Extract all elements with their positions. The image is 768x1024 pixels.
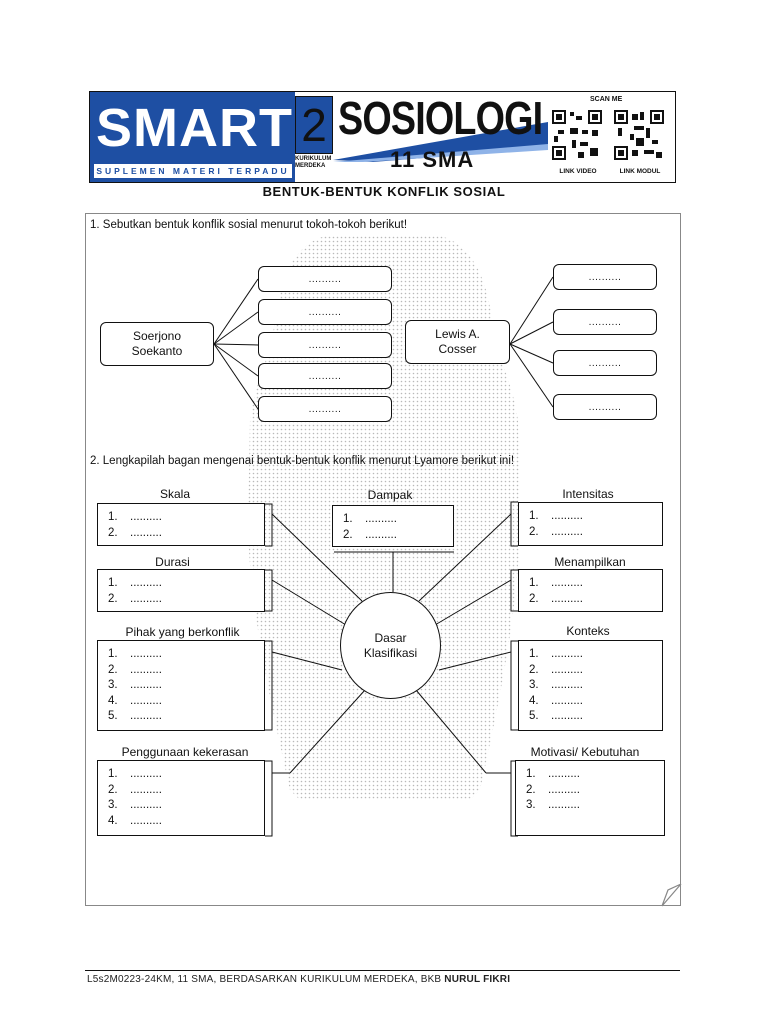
list-item[interactable]: 2. .......... [108,592,162,605]
label-kekerasan: Penggunaan kekerasan [121,745,249,759]
soekanto-answer-3[interactable]: .......... [258,332,392,358]
box-pihak[interactable] [97,640,265,731]
list-item[interactable]: 1. .......... [108,768,162,780]
list-item[interactable]: 4. .......... [529,694,583,707]
center-label [364,631,417,661]
list-item[interactable]: 5. .......... [108,710,162,722]
kurikulum-line2: MERDEKA [295,163,326,169]
list-item[interactable]: 5. .......... [529,710,583,722]
label-dampak: Dampak [367,488,413,502]
footer-text: L5s2M0223-24KM, 11 SMA, BERDASARKAN KURIKULUM MERDEKA, BKB [87,974,445,985]
box-kekerasan[interactable] [97,760,265,836]
list-item[interactable]: 2. .......... [529,663,583,676]
label-motivasi: Motivasi/ Kebutuhan [530,745,640,759]
list-item[interactable]: 1. .......... [529,577,583,589]
footer [87,974,510,985]
label-intensitas: Intensitas [562,487,614,501]
soekanto-answer-5[interactable]: .......... [258,396,392,422]
cosser-answer-3[interactable]: .......... [553,350,657,376]
soekanto-answer-2[interactable]: .......... [258,299,392,325]
link-video-label: LINK VIDEO [559,168,597,175]
label-pihak: Pihak yang berkonflik [125,625,240,639]
label-skala: Skala [159,487,191,501]
cosser-line2: Cosser [438,342,477,356]
question-2: 2. Lengkapilah bagan mengenai bentuk-bentuk konflik menurut Lyamore berikut ini! [90,455,515,467]
list-item[interactable]: 3. .......... [526,799,580,811]
page-title: BENTUK-BENTUK KONFLIK SOSIAL [262,184,506,199]
box-motivasi[interactable] [515,760,665,836]
box-menampilkan[interactable] [518,569,663,612]
cosser-answer-4[interactable]: .......... [553,394,657,420]
list-item[interactable]: 4. .......... [108,814,162,827]
list-item[interactable]: 3. .......... [108,679,162,691]
brand-title: SMART [96,98,293,158]
soekanto-answer-1[interactable]: .......... [258,266,392,292]
label-konteks: Konteks [566,624,610,638]
subject-title: SOSIOLOGI [338,92,543,144]
scan-me-label: SCAN ME [590,96,623,103]
list-item[interactable]: 3. .......... [529,679,583,691]
box-skala[interactable] [97,503,265,546]
list-item[interactable]: 1. .......... [529,510,583,522]
soekanto-answer-4[interactable]: .......... [258,363,392,389]
brand-subtitle: SUPLEMEN MATERI TERPADU [96,166,290,176]
list-item[interactable]: 1. .......... [108,648,162,660]
box-durasi[interactable] [97,569,265,612]
list-item[interactable]: 2. .......... [529,592,583,605]
edition-number: 2 [301,99,327,151]
center-line2: Klasifikasi [363,645,418,660]
cosser-line1: Lewis A. [435,327,480,341]
footer-divider [85,970,680,971]
list-item[interactable]: 2. .......... [529,525,583,538]
list-item[interactable]: 2. .......... [343,528,397,541]
center-line1: Dasar [374,630,407,645]
grade-label: 11 SMA [390,147,475,172]
list-item[interactable]: 1. .......... [108,511,162,523]
list-item[interactable]: 1. .......... [529,648,583,660]
soerjono-line2: Soekanto [131,344,183,358]
kurikulum-line1: KURIKULUM [295,156,332,162]
cosser-answer-1[interactable]: .......... [553,264,657,290]
dasar-klasifikasi-circle [340,592,441,699]
box-dampak[interactable] [332,505,454,547]
list-item[interactable]: 1. .......... [108,577,162,589]
list-item[interactable]: 2. .......... [108,526,162,539]
box-konteks[interactable] [518,640,663,731]
list-item[interactable]: 1. .......... [343,513,397,525]
list-item[interactable]: 1. .......... [526,768,580,780]
question-1: 1. Sebutkan bentuk konflik sosial menurut tokoh-tokoh berikut! [90,219,408,231]
label-menampilkan: Menampilkan [554,555,626,569]
list-item[interactable]: 2. .......... [108,663,162,676]
list-item[interactable]: 3. .......... [108,799,162,811]
cosser-answer-2[interactable]: .......... [553,309,657,335]
soerjono-line1: Soerjono [132,329,182,343]
box-intensitas[interactable] [518,502,663,546]
list-item[interactable]: 2. .......... [526,783,580,796]
label-durasi: Durasi [155,555,190,569]
list-item[interactable]: 4. .......... [108,694,162,707]
list-item[interactable]: 2. .......... [108,783,162,796]
footer-author: NURUL FIKRI [444,974,511,985]
link-modul-label: LINK MODUL [619,168,661,175]
